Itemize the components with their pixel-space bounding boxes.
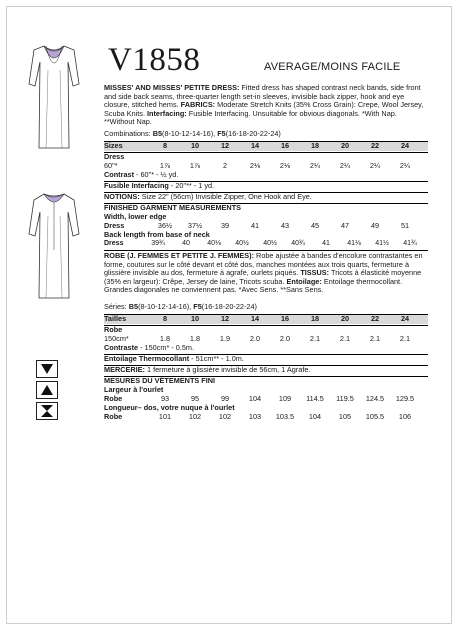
- largeur-label: Largeur à l'ourlet: [104, 384, 164, 394]
- width-lower-edge-label: Width, lower edge: [104, 211, 167, 221]
- notions-en: NOTIONS: Size 22" (56cm) Invisible Zipper, One Hook and Eye.: [104, 191, 312, 201]
- robe-yardage-row: 150cm* 1.8 1.8 1.9 2.0 2.0 2.1 2.1 2.1 2.1: [104, 333, 411, 343]
- interfacing-text: Fusible Interfacing. Unsuitable for obvious diagonals. *With Nap. **Without Nap.: [104, 108, 397, 127]
- down-triangle-icon: [36, 360, 58, 378]
- width-dress-row: Dress 36½ 37½ 39 41 43 45 47 49 51: [104, 220, 410, 230]
- dress-label: Dress: [104, 151, 125, 161]
- contraste-row: Contraste - 150cm* - 0.5m.: [104, 342, 195, 352]
- largeur-robe-row: Robe 93 95 99 104 109 114.5 119.5 124.5 129.5: [104, 393, 415, 403]
- mercerie: MERCERIE: 1 fermeture à glissière invisible de 56cm, 1 Agrafe.: [104, 364, 311, 374]
- fusible-interfacing-row: Fusible Interfacing - 20"** - 1 yd.: [104, 180, 215, 190]
- measurements-fr-title: MESURES DU VÊTEMENTS FINI: [104, 375, 216, 385]
- fabric-icons: [36, 360, 60, 423]
- description-fr: ROBE (J. FEMMES ET PETITE J. FEMMES): Robe ajustée à bandes d'encolure contrastantes en forme, coutures sur le côté devant et côté dos, manches montées aux trois quarts, fermeture à glissière invisible au dos, fermeture à agrafe, ourlets piqués. TISSUS: Tricots à élasticité moyenne (35% en largeur): Crêpe, Jersey de laine, Tricots scuba. Entoilage: Entoilage thermocollant. Grandes diagonales ne conviennent pas. *Avec Sens. **Sans Sens.: [104, 250, 423, 295]
- back-length-dress-row: Dress 39¾ 40 40⅛ 40½ 40½ 40¾ 41 41⅛ 41½ 41¾: [104, 239, 417, 247]
- description-en: [104, 84, 428, 127]
- pattern-info: [104, 84, 428, 422]
- longueur-label: Longueur– dos, votre nuque à l'ourlet: [104, 402, 235, 412]
- measurements-en-title: FINISHED GARMENT MEASUREMENTS: [104, 202, 242, 212]
- up-triangle-icon: [36, 381, 58, 399]
- difficulty-level: AVERAGE/MOINS FACILE: [264, 61, 401, 73]
- robe-label: Robe: [104, 324, 123, 334]
- fabrics-label: FABRICS:: [180, 100, 216, 110]
- dress-front-sketch: [26, 40, 82, 156]
- entoilage-row: Entoilage Thermocollant - 51cm** - 1.0m.: [104, 353, 244, 363]
- sizes-header-row: Sizes 8 10 12 14 16 18 20 22 24: [104, 142, 428, 151]
- dress-back-sketch: [26, 190, 82, 306]
- longueur-robe-row: Robe 101 102 102 103 103.5 104 105 105.5 106: [104, 411, 412, 421]
- dress-yardage-row: 60"* 1⅞ 1⅞ 2 2⅛ 2⅛ 2¼ 2¼ 2¼ 2¼: [104, 160, 411, 170]
- tailles-header-row: Tailles 8 10 12 14 16 18 20 22 24: [104, 315, 428, 324]
- interfacing-label: Interfacing:: [147, 108, 187, 118]
- contrast-row: Contrast - 60"* - ½ yd.: [104, 169, 179, 179]
- combinations-fr: Séries: B5(8-10-12-14-16), F5(16-18-20-22-24): [104, 301, 257, 311]
- description-en-title: MISSES' AND MISSES' PETITE DRESS:: [104, 83, 240, 92]
- back-length-label: Back length from base of neck: [104, 229, 210, 239]
- pattern-number: V1858: [108, 42, 201, 78]
- description-en-body: Fitted dress has shaped contrast neck bands, side front and side back seams, three-quarter length set-in sleeves, invisible back zipper, hook and eye closure, stitched hems.: [104, 83, 421, 110]
- combinations-en: Combinations: B5(8-10-12-14-16), F5(16-18-20-22-24): [104, 128, 281, 138]
- hourglass-icon: [36, 402, 58, 420]
- fabrics-text: Moderate Stretch Knits (35% Cross Grain): Crepe, Wool Jersey, Scuba Knits.: [104, 100, 424, 118]
